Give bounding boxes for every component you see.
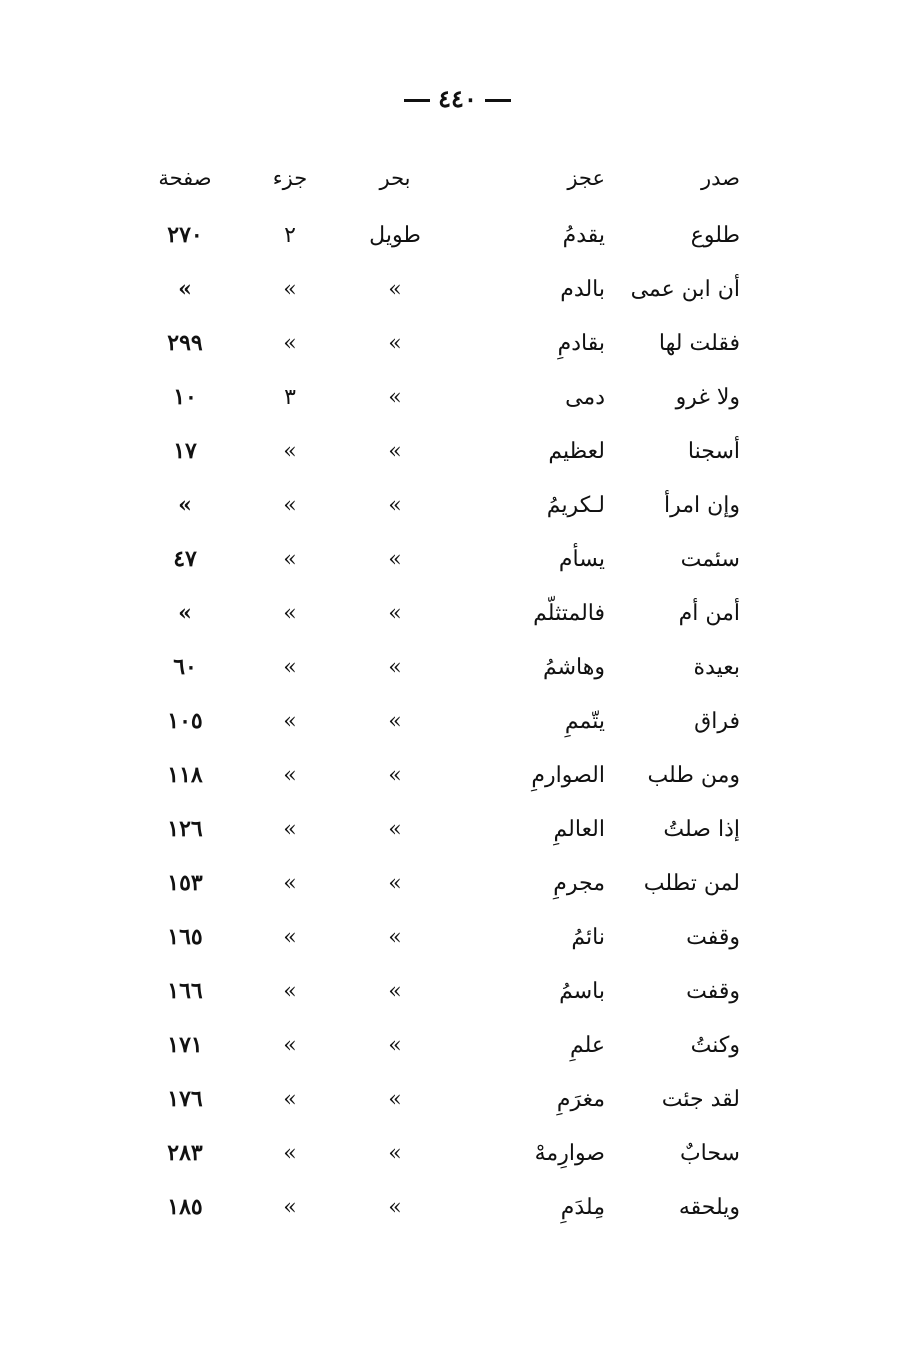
table-row [130, 586, 750, 640]
cell-safha: ١٠٥ [167, 708, 203, 734]
cell-safha: ٢٨٣ [167, 1140, 203, 1166]
header-bahr: بحر [379, 166, 411, 190]
cell-juz: » [283, 600, 297, 626]
table-row [130, 1126, 750, 1180]
cell-sadr: ومن طلب [647, 762, 740, 788]
cell-ajz: باسمُ [559, 978, 605, 1004]
table-row [130, 802, 750, 856]
cell-juz: » [283, 330, 297, 356]
cell-sadr: أسجنا [687, 438, 740, 464]
table-row [130, 1018, 750, 1072]
cell-juz: » [283, 438, 297, 464]
cell-ajz: نائمُ [571, 924, 605, 950]
header-sadr: صدر [701, 166, 740, 190]
table-row [130, 532, 750, 586]
cell-sadr: فراق [694, 708, 740, 734]
cell-bahr: » [388, 546, 402, 572]
cell-bahr: » [388, 924, 402, 950]
cell-safha: » [178, 600, 192, 626]
cell-ajz: لعظيم [548, 438, 605, 464]
cell-safha: » [178, 276, 192, 302]
cell-juz: ٣ [284, 384, 296, 410]
table-body [130, 208, 750, 1234]
cell-ajz: العالمِ [553, 816, 605, 842]
cell-safha: ٢٩٩ [167, 330, 203, 356]
cell-ajz: مغرَمِ [556, 1086, 605, 1112]
cell-ajz: يقدمُ [562, 222, 605, 248]
cell-ajz: بقادمِ [557, 330, 605, 356]
cell-sadr: طلوع [690, 222, 740, 248]
cell-ajz: يسأم [558, 546, 605, 572]
cell-juz: » [283, 492, 297, 518]
cell-juz: » [283, 1086, 297, 1112]
cell-ajz: وهاشمُ [542, 654, 605, 680]
cell-safha: ١٦٦ [167, 978, 203, 1004]
cell-ajz: مِلدَمِ [560, 1194, 605, 1220]
cell-safha: ١٢٦ [167, 816, 203, 842]
table-row [130, 1180, 750, 1234]
cell-safha: ١٠ [173, 384, 197, 410]
header-safha: صفحة [158, 166, 212, 190]
table-row [130, 856, 750, 910]
cell-juz: » [283, 708, 297, 734]
cell-sadr: أمن أم [678, 600, 740, 626]
cell-juz: ٢ [284, 222, 296, 248]
cell-juz: » [283, 546, 297, 572]
index-table [130, 148, 750, 1234]
cell-safha: ١٧٦ [167, 1086, 203, 1112]
table-row [130, 748, 750, 802]
cell-juz: » [283, 924, 297, 950]
table-row [130, 910, 750, 964]
cell-juz: » [283, 1032, 297, 1058]
cell-bahr: » [388, 978, 402, 1004]
cell-juz: » [283, 816, 297, 842]
cell-bahr: » [388, 870, 402, 896]
cell-ajz: دمى [565, 384, 605, 410]
cell-sadr: فقلت لها [658, 330, 740, 356]
cell-sadr: أن ابن عمى [630, 276, 740, 302]
cell-bahr: » [388, 276, 402, 302]
table-row [130, 640, 750, 694]
cell-ajz: الصوارمِ [531, 762, 605, 788]
table-row [130, 370, 750, 424]
table-header-row [130, 148, 750, 208]
cell-ajz: فالمتثلّم [533, 600, 605, 626]
page-number [0, 84, 915, 113]
cell-ajz: يتّممِ [564, 708, 605, 734]
header-ajz: عجز [567, 166, 605, 190]
dash-left [485, 99, 511, 102]
cell-sadr: سئمت [680, 546, 740, 572]
cell-bahr: » [388, 600, 402, 626]
table-row [130, 316, 750, 370]
cell-safha: ٤٧ [173, 546, 197, 572]
cell-bahr: » [388, 708, 402, 734]
cell-safha: ١٥٣ [167, 870, 203, 896]
table-row [130, 262, 750, 316]
cell-bahr: » [388, 384, 402, 410]
table-row [130, 478, 750, 532]
cell-bahr: » [388, 816, 402, 842]
cell-sadr: إذا صلتُ [663, 816, 740, 842]
table-row [130, 964, 750, 1018]
cell-sadr: ويلحقه [678, 1194, 740, 1220]
table-row [130, 208, 750, 262]
cell-juz: » [283, 654, 297, 680]
page-number-text: ٤٤٠ [438, 84, 477, 113]
cell-safha: ١٦٥ [167, 924, 203, 950]
cell-bahr: » [388, 438, 402, 464]
cell-safha: ١٧ [173, 438, 197, 464]
cell-bahr: » [388, 1194, 402, 1220]
cell-safha: ١٨٥ [167, 1194, 203, 1220]
cell-ajz: مجرمِ [553, 870, 605, 896]
cell-ajz: علمِ [569, 1032, 605, 1058]
cell-juz: » [283, 978, 297, 1004]
cell-sadr: وقفت [686, 978, 740, 1004]
cell-ajz: لـكريمُ [546, 492, 605, 518]
cell-juz: » [283, 1194, 297, 1220]
cell-sadr: بعيدة [693, 654, 740, 680]
cell-sadr: وكنتُ [690, 1032, 740, 1058]
cell-bahr: » [388, 762, 402, 788]
cell-bahr: » [388, 654, 402, 680]
cell-juz: » [283, 276, 297, 302]
cell-ajz: بالدم [560, 276, 605, 302]
table-row [130, 424, 750, 478]
cell-bahr: » [388, 1140, 402, 1166]
table-row [130, 694, 750, 748]
dash-right [404, 99, 430, 102]
cell-safha: ١١٨ [167, 762, 203, 788]
cell-safha: ١٧١ [167, 1032, 203, 1058]
cell-bahr: » [388, 1086, 402, 1112]
cell-sadr: لقد جئت [661, 1086, 740, 1112]
cell-bahr: » [388, 492, 402, 518]
cell-safha: ٢٧٠ [167, 222, 203, 248]
cell-juz: » [283, 870, 297, 896]
cell-bahr: طويل [369, 222, 421, 248]
cell-sadr: ولا غرو [675, 384, 740, 410]
cell-sadr: سحابٌ [679, 1140, 740, 1166]
cell-sadr: لمن تطلب [643, 870, 740, 896]
cell-juz: » [283, 762, 297, 788]
cell-safha: ٦٠ [173, 654, 197, 680]
cell-sadr: وإن امرأ [663, 492, 740, 518]
cell-bahr: » [388, 330, 402, 356]
cell-safha: » [178, 492, 192, 518]
table-row [130, 1072, 750, 1126]
cell-bahr: » [388, 1032, 402, 1058]
cell-ajz: صوارِمهْ [534, 1140, 605, 1166]
header-juz: جزء [272, 166, 308, 190]
cell-sadr: وقفت [686, 924, 740, 950]
cell-juz: » [283, 1140, 297, 1166]
